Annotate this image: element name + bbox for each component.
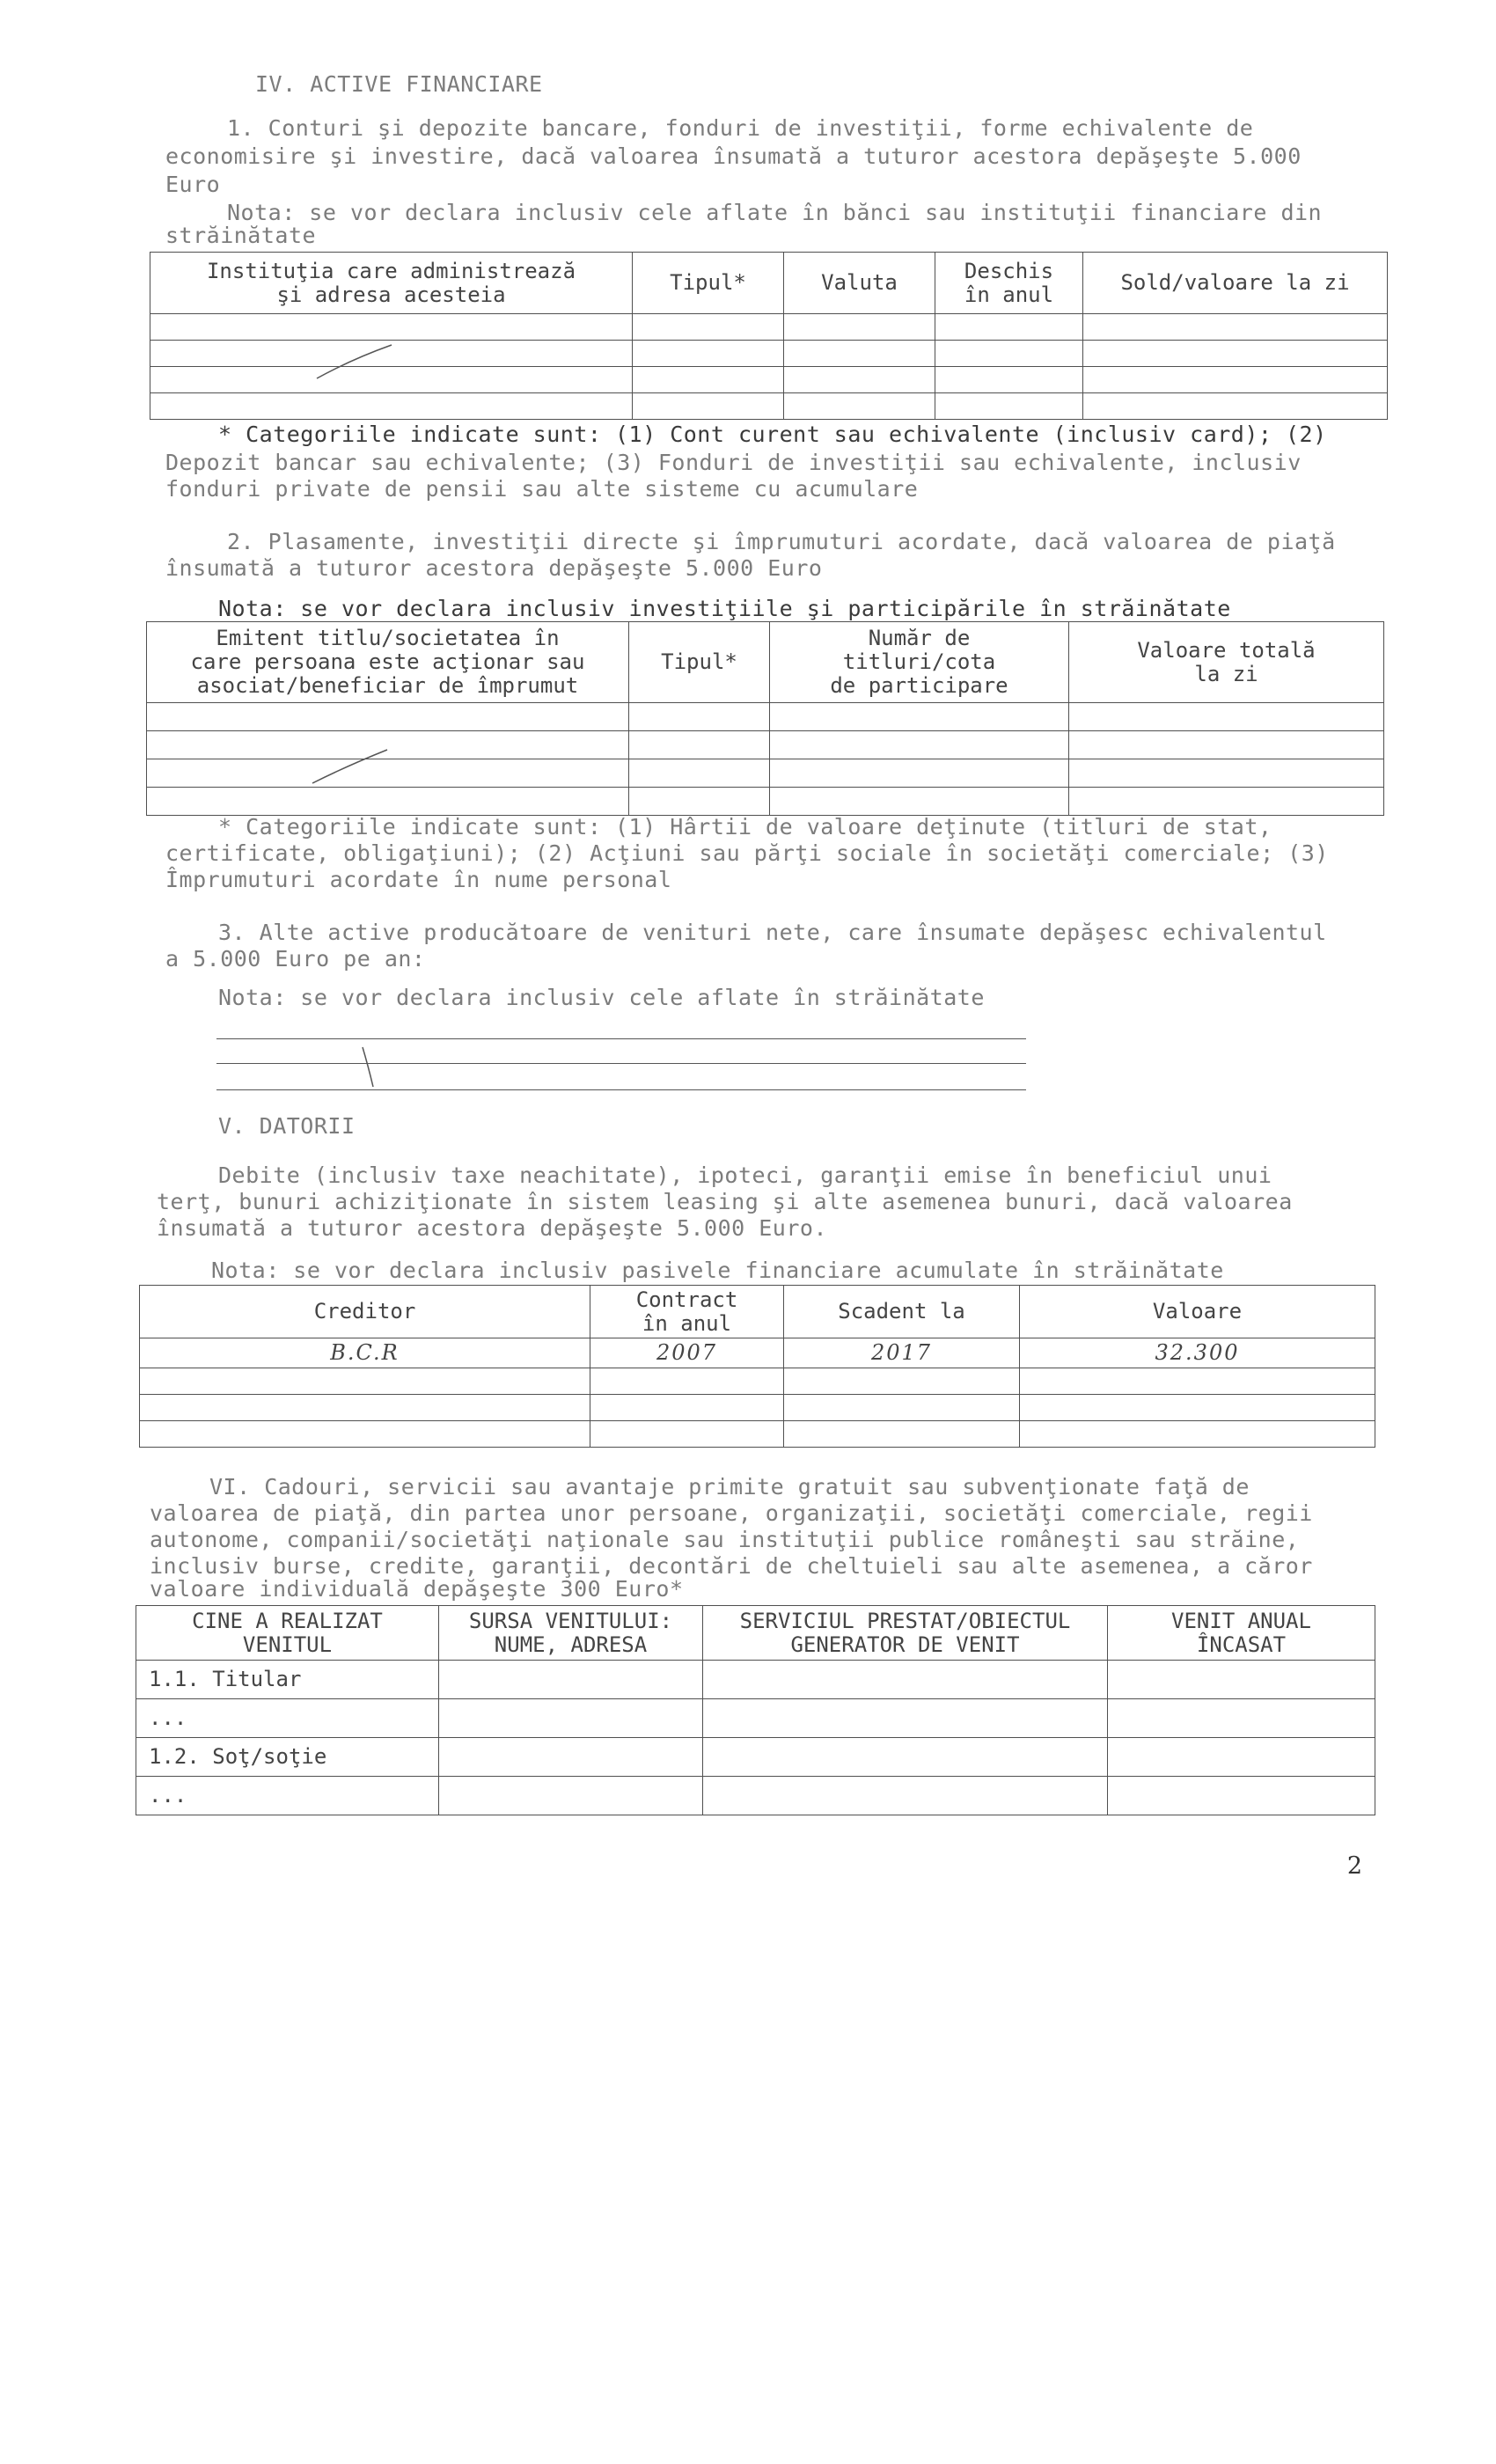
- accounts-header-balance: Sold/valoare la zi: [1083, 253, 1388, 314]
- item1-footnote-line2: Depozit bancar sau echivalente; (3) Fonduri de investiţii sau echivalente, inclusiv: [165, 450, 1302, 475]
- table-row: [136, 1777, 1375, 1815]
- investments-header-type: Tipul*: [629, 622, 770, 703]
- item1-text-line3: Euro: [165, 172, 221, 197]
- accounts-header-type: Tipul*: [633, 253, 784, 314]
- table-row: [140, 1368, 1375, 1395]
- gifts-header-row: [136, 1606, 1375, 1661]
- section-vi-line3: autonome, companii/societăţi naţionale sau instituţii publice româneşti sau străine,: [150, 1527, 1300, 1552]
- debt-value-cell: 32.300: [1020, 1338, 1375, 1368]
- debts-header-due: Scadent la: [784, 1286, 1020, 1338]
- item1-text-line2: economisire şi investire, dacă valoarea însumată a tuturor acestora depăşeşte 5.000: [165, 143, 1302, 169]
- table-row: [136, 1661, 1375, 1699]
- table-row: [147, 731, 1384, 759]
- item3-note: Nota: se vor declara inclusiv cele aflate în străinătate: [218, 985, 985, 1010]
- gifts-row-label: ...: [136, 1699, 439, 1738]
- debts-header-contract: Contract în anul: [590, 1286, 784, 1338]
- item1-text-line1: 1. Conturi şi depozite bancare, fonduri de investiţii, forme echivalente de: [227, 115, 1254, 141]
- item2-text-line1: 2. Plasamente, investiţii directe şi împrumuturi acordate, dacă valoarea de piaţă: [227, 529, 1336, 554]
- item2-footnote-line2: certificate, obligaţiuni); (2) Acţiuni sau părţi sociale în societăţi comerciale; (3): [165, 840, 1329, 866]
- item1-note-line2: străinătate: [165, 223, 317, 248]
- item2-footnote-line3: Împrumuturi acordate în nume personal: [165, 867, 672, 892]
- table-row: [147, 788, 1384, 816]
- strike-line-other-assets: [363, 1047, 373, 1087]
- debts-header-creditor: Creditor: [140, 1286, 590, 1338]
- table-row: [140, 1395, 1375, 1421]
- debt-due-year-cell: 2017: [784, 1338, 1020, 1368]
- section-v-title: V. DATORII: [218, 1113, 356, 1139]
- strike-line-accounts: [317, 345, 392, 378]
- section-v-line1: Debite (inclusiv taxe neachitate), ipoteci, garanţii emise în beneficiul unui: [218, 1162, 1272, 1188]
- item2-text-line2: însumată a tuturor acestora depăşeşte 5.000 Euro: [165, 555, 823, 581]
- item3-text-line2: a 5.000 Euro pe an:: [165, 946, 426, 972]
- accounts-header-currency: Valuta: [784, 253, 935, 314]
- section-vi-line1: VI. Cadouri, servicii sau avantaje primite gratuit sau subvenţionate faţă de: [209, 1474, 1250, 1500]
- debts-header-row: [140, 1286, 1375, 1338]
- table-row: [136, 1699, 1375, 1738]
- table-row: [147, 759, 1384, 788]
- item2-footnote-line1: * Categoriile indicate sunt: (1) Hârtii de valoare deţinute (titluri de stat,: [218, 814, 1272, 840]
- gifts-header-source: SURSA VENITULUI: NUME, ADRESA: [439, 1606, 703, 1661]
- accounts-header-opened: Deschis în anul: [935, 253, 1083, 314]
- item3-text-line1: 3. Alte active producătoare de venituri nete, care însumate depăşesc echivalentul: [218, 920, 1327, 945]
- item1-note-line1: Nota: se vor declara inclusiv cele aflate în bănci sau instituţii financiare din: [227, 200, 1323, 225]
- investments-table: [146, 621, 1384, 816]
- debt-creditor-cell: B.C.R: [140, 1338, 590, 1368]
- item1-footnote-line3: fonduri private de pensii sau alte sisteme cu acumulare: [165, 476, 919, 502]
- section-iv-title: IV. ACTIVE FINANCIARE: [255, 71, 543, 97]
- section-v-line3: însumată a tuturor acestora depăşeşte 5.000 Euro.: [157, 1215, 828, 1241]
- gifts-row-label: ...: [136, 1777, 439, 1815]
- investments-header-issuer: Emitent titlu/societatea în care persoana este acţionar sau asociat/beneficiar de împrumut: [147, 622, 629, 703]
- page-number: 2: [1346, 1852, 1362, 1880]
- item3-blank-line-3: [216, 1089, 1026, 1090]
- debt-contract-year-cell: 2007: [590, 1338, 784, 1368]
- gifts-table: [136, 1605, 1375, 1815]
- investments-header-total: Valoare totală la zi: [1069, 622, 1384, 703]
- table-row: [147, 703, 1384, 731]
- gifts-header-service: SERVICIUL PRESTAT/OBIECTUL GENERATOR DE VENIT: [703, 1606, 1108, 1661]
- item1-footnote-line1: * Categoriile indicate sunt: (1) Cont curent sau echivalente (inclusiv card); (2): [218, 422, 1327, 447]
- gifts-row-label: 1.1. Titular: [136, 1661, 439, 1699]
- investments-header-row: [147, 622, 1384, 703]
- item2-note: Nota: se vor declara inclusiv investiţiile şi participările în străinătate: [218, 596, 1231, 621]
- section-vi-line5: valoare individuală depăşeşte 300 Euro*: [150, 1576, 684, 1602]
- section-v-note: Nota: se vor declara inclusiv pasivele financiare acumulate în străinătate: [211, 1258, 1224, 1283]
- section-vi-line4: inclusiv burse, credite, garanţii, decontări de cheltuieli sau alte asemenea, a căror: [150, 1553, 1313, 1579]
- debts-table: [139, 1285, 1375, 1448]
- section-v-line2: terţ, bunuri achiziţionate în sistem leasing şi alte asemenea bunuri, dacă valoarea: [157, 1189, 1293, 1214]
- accounts-header-institution: Instituţia care administrează şi adresa acesteia: [150, 253, 633, 314]
- table-row: [140, 1338, 1375, 1368]
- table-row: [136, 1738, 1375, 1777]
- gifts-row-label: 1.2. Soţ/soţie: [136, 1738, 439, 1777]
- investments-header-shares: Număr de titluri/cota de participare: [770, 622, 1069, 703]
- item3-blank-line-1: [216, 1038, 1026, 1039]
- section-vi-line2: valoarea de piaţă, din partea unor persoane, organizaţii, societăţi comerciale, regii: [150, 1500, 1313, 1526]
- gifts-header-who: CINE A REALIZAT VENITUL: [136, 1606, 439, 1661]
- table-row: [140, 1421, 1375, 1448]
- gifts-header-income: VENIT ANUAL ÎNCASAT: [1108, 1606, 1375, 1661]
- item3-blank-line-2: [216, 1063, 1026, 1064]
- debts-header-value: Valoare: [1020, 1286, 1375, 1338]
